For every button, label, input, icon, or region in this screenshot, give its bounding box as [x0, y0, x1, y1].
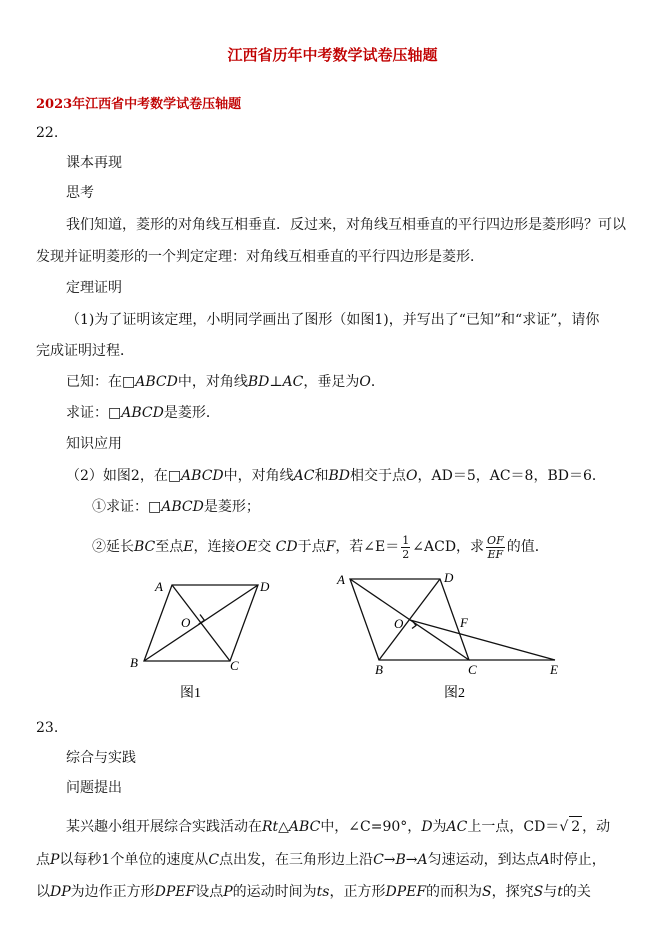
math-span: OE	[235, 539, 258, 555]
diagonal-bd	[379, 579, 440, 660]
text-span: 点	[36, 852, 50, 868]
question-number-22: 22.	[36, 125, 59, 141]
math-span: A	[539, 852, 550, 868]
text-span: ，连接	[193, 539, 236, 555]
math-span: ts	[316, 884, 330, 900]
text-span: ，动	[582, 819, 611, 835]
text-span: ，若∠E＝	[335, 539, 400, 555]
right-angle-mark	[199, 615, 205, 625]
text-span: 为	[432, 819, 447, 835]
text-span: （2）如图2，在	[66, 468, 168, 484]
label-c: C	[230, 658, 239, 673]
heading-problem: 问题提出	[66, 780, 122, 796]
heading-textbook-review: 课本再现	[66, 155, 122, 171]
heading-practice: 综合与实践	[66, 750, 136, 766]
figure-2-lines	[350, 579, 555, 660]
text-span: ①求证：	[92, 499, 148, 515]
paragraph-line: （1)为了证明该定理，小明同学画出了图形（如图1)，并写出了“已知”和“求证”，请你	[66, 312, 600, 328]
label-a: A	[337, 572, 345, 587]
heading-knowledge-application: 知识应用	[66, 436, 122, 452]
text-span: 是菱形．	[163, 405, 220, 421]
math-span: t	[557, 884, 563, 900]
text-span: 上一点，CD＝	[467, 819, 560, 835]
math-span: DPEF	[385, 884, 427, 900]
math-span: □ABCD	[108, 405, 164, 421]
text-span: 点出发，在三角形边上沿	[219, 852, 374, 868]
math-span: DPEF	[154, 884, 196, 900]
text-span: ．	[370, 374, 385, 390]
text-span: ，AD＝5，AC＝8，BD＝6．	[417, 468, 606, 484]
paragraph-line	[36, 882, 591, 902]
paragraph-line: 某兴趣小组开展综合实践活动在Rt△ABC中，∠C=90°，D为AC上一点，CD＝√ 2 ，动	[66, 816, 610, 837]
text-span: 与	[543, 884, 558, 900]
math-span: □ABCD	[167, 468, 224, 484]
figure-2	[330, 568, 570, 708]
text-span: ，探究	[491, 884, 534, 900]
math-span: □ABCD	[122, 374, 178, 390]
text-span: ②延长	[92, 539, 134, 555]
math-span: C	[208, 852, 220, 868]
math-span: D	[421, 819, 433, 835]
text-span: 的而积为	[426, 884, 483, 900]
math-span: BD⊥AC	[247, 374, 304, 390]
label-b: B	[375, 662, 383, 677]
given-statement	[66, 372, 385, 392]
text-span: 求证：	[66, 405, 108, 421]
math-span: O	[359, 374, 371, 390]
math-span: P	[223, 884, 233, 900]
math-span: □ABCD	[148, 499, 204, 515]
math-span: F	[325, 539, 336, 555]
text-span: 为边作正方形	[70, 884, 155, 900]
math-span: S	[482, 884, 492, 900]
label-b: B	[130, 655, 138, 670]
label-o: O	[394, 616, 404, 631]
label-f: F	[460, 615, 468, 630]
text-span: 的运动时间为	[232, 884, 317, 900]
math-span: E	[183, 539, 194, 555]
fraction-denominator: EF	[487, 547, 504, 561]
heading-think: 思考	[66, 185, 94, 201]
paragraph-line: 发现并证明菱形的一个判定定理：对角线互相垂直的平行四边形是菱形．	[36, 249, 484, 265]
math-span: BC	[134, 539, 156, 555]
text-span: 中，对角线	[177, 374, 248, 390]
label-c: C	[468, 662, 477, 677]
sub-question-2	[92, 533, 549, 561]
question-number-23: 23.	[36, 720, 59, 736]
text-span: 以每秒1个单位的速度从	[59, 852, 209, 868]
figure-2-caption: 图2	[444, 686, 465, 701]
text-span: 交	[257, 539, 272, 555]
text-span: 时停止，	[549, 852, 606, 868]
fraction-numerator: OF	[487, 533, 504, 547]
document-title: 江西省历年中考数学试卷压轴题	[227, 46, 438, 64]
math-span: S	[533, 884, 544, 900]
text-span: 相交于点	[350, 468, 406, 484]
math-span: AC	[446, 819, 468, 835]
text-span: 某兴趣小组开展综合实践活动在	[66, 819, 262, 835]
math-span: C→B→A	[373, 852, 428, 868]
math-span: AC	[293, 468, 315, 484]
text-span: 的值．	[506, 539, 549, 555]
paragraph-line	[36, 850, 606, 870]
label-d: D	[444, 570, 454, 585]
math-span: P	[50, 852, 60, 868]
section-heading: 2023年江西省中考数学试卷压轴题	[36, 97, 242, 112]
math-span: BD	[328, 468, 350, 484]
text-span: ，正方形	[329, 884, 386, 900]
prove-statement	[66, 403, 220, 423]
sub-question-1	[92, 497, 260, 517]
figure-1	[125, 572, 285, 707]
text-span: 是菱形；	[203, 499, 260, 515]
text-span: 中，对角线	[223, 468, 294, 484]
heading-theorem-proof: 定理证明	[66, 280, 122, 296]
text-span: 已知：在	[66, 374, 122, 390]
text-span: ∠ACD，求	[412, 539, 485, 555]
fraction-denominator: 2	[402, 547, 410, 561]
text-span: 设点	[195, 884, 224, 900]
math-span: O	[406, 468, 418, 484]
text-span: 中，∠C=90°，	[320, 819, 422, 835]
text-span: 至点	[155, 539, 184, 555]
segment-oe	[410, 620, 555, 660]
math-span: DP	[50, 884, 71, 900]
paragraph-line: 我们知道，菱形的对角线互相垂直．反过来，对角线互相垂直的平行四边形是菱形吗？可以	[66, 217, 626, 233]
fraction-one-half	[401, 534, 410, 561]
figure-1-lines	[144, 585, 258, 661]
figure-1-caption: 图1	[180, 686, 201, 701]
math-span: CD	[275, 539, 298, 555]
label-o: O	[181, 615, 191, 630]
fraction-of-over-ef	[486, 534, 505, 561]
fraction-numerator: 1	[402, 533, 410, 547]
text-span: 匀速运动，到达点	[427, 852, 540, 868]
paragraph-line: 完成证明过程．	[36, 343, 134, 359]
right-angle-mark	[412, 622, 416, 629]
part-2-statement	[66, 466, 606, 486]
text-span: 的关	[562, 884, 591, 900]
text-span: 和	[314, 468, 329, 484]
text-span: 以	[36, 884, 50, 900]
label-a: A	[155, 579, 163, 594]
text-span: 于点	[297, 539, 326, 555]
math-span: Rt△ABC	[262, 819, 321, 835]
label-d: D	[260, 579, 270, 594]
label-e: E	[550, 662, 558, 677]
text-span: ，垂足为	[303, 374, 360, 390]
sqrt-radicand: 2	[569, 816, 582, 837]
